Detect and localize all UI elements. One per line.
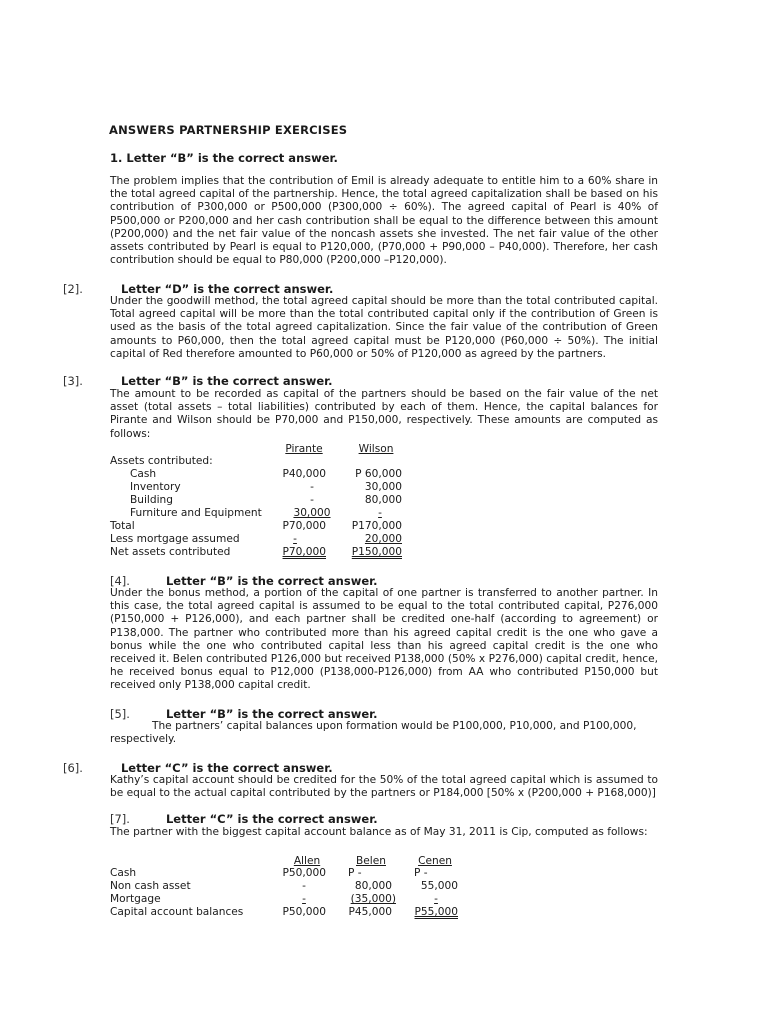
answer-2-label: Letter “D” is the correct answer. — [120, 282, 334, 296]
table-row-label: Building — [130, 494, 173, 506]
answer-5-heading — [110, 707, 378, 721]
answer-6-heading — [63, 761, 333, 775]
table-cell: P 60,000 — [355, 468, 402, 480]
table-cell: - — [310, 494, 314, 506]
answer-4-explanation: Under the bonus method, a portion of the capital of one partner is transferred to another partner. In this case, the total agreed capital is assumed to be equal to the total contributed capital, P276,000 (P150,000 + P126,000), and each partner shall be credited one-half (according to agreement) or P138,000. The partner who contributed more than his agreed capital credit is the one who gave a bonus while the one who contributed capital less than his agreed capital credit is the one who received it. Belen contributed P126,000 but received P138,000 (50% x P276,000) capital credit, hence, he received bonus equal to P12,000 (P138,000-P126,000) from AA who contributed P150,000 but received only P138,000 capital credit. — [110, 587, 658, 692]
table-cell: 30,000 — [293, 507, 331, 519]
table-cell: P50,000 — [282, 867, 326, 879]
answer-5-explanation-cont: respectively. — [110, 733, 177, 745]
table-cell: P50,000 — [282, 906, 326, 918]
table-row-label: Capital account balances — [110, 906, 244, 918]
table-col-pirante: Pirante — [285, 443, 323, 455]
answer-1-explanation: The problem implies that the contribution of Emil is already adequate to entitle him to a 60% share in the total agreed capital of the partnership. Hence, the total agreed capitalization shall be based on his contribution of P300,000 or P500,000 (P300,000 ÷ 60%). The agreed capital of Pearl is 40% of P500,000 or P200,000 and her cash contribution shall be equal to the difference between this amount (P200,000) and the net fair value of the noncash assets she invested. The net fair value of the other assets contributed by Pearl is equal to P120,000, (P70,000 + P90,000 – P40,000). Therefore, her cash contribution should be equal to P80,000 (P200,000 –P120,000). — [110, 175, 658, 267]
answer-4-number: [4]. — [110, 574, 130, 588]
answer-6-explanation: Kathy’s capital account should be credited for the 50% of the total agreed capital which is assumed to be equal to the actual capital contributed by the partners or P184,000 [50% x (P200,000 + P168,000)] — [110, 774, 658, 800]
table-cell: 20,000 — [364, 533, 402, 545]
table-row-label: Cash — [130, 468, 157, 480]
table-cell: - — [434, 893, 438, 905]
table-row-label: Cash — [110, 867, 137, 879]
document-title: ANSWERS PARTNERSHIP EXERCISES — [109, 123, 348, 137]
table-row-label: Mortgage — [110, 893, 161, 905]
table-row-label: Total — [110, 520, 135, 532]
answer-1-heading: 1. Letter “B” is the correct answer. — [110, 151, 338, 165]
table-cell: P70,000 — [282, 520, 326, 532]
table-cell: P40,000 — [282, 468, 326, 480]
answer-4-heading — [110, 574, 378, 588]
answer-2-number: [2]. — [63, 282, 83, 296]
table-cell: - — [302, 880, 306, 892]
table-col-allen: Allen — [293, 855, 321, 867]
table-col-wilson: Wilson — [358, 443, 394, 455]
table-cell: - — [293, 533, 297, 545]
answer-7-label: Letter “C” is the correct answer. — [165, 812, 378, 826]
answer-7-number: [7]. — [110, 812, 130, 826]
answer-5-label: Letter “B” is the correct answer. — [165, 707, 378, 721]
table-row-label: Net assets contributed — [110, 546, 231, 558]
answer-3-label: Letter “B” is the correct answer. — [120, 374, 333, 388]
table-col-cenen: Cenen — [418, 855, 452, 867]
table-cell: 80,000 — [354, 880, 392, 892]
table-row-label: Less mortgage assumed — [110, 533, 240, 545]
table-cell: P45,000 — [348, 906, 392, 918]
table-cell: P170,000 — [351, 520, 402, 532]
table-row-label: Non cash asset — [110, 880, 191, 892]
table-row-label: Inventory — [130, 481, 181, 493]
table-cell: P150,000 — [351, 546, 402, 558]
table-cell: P70,000 — [282, 546, 326, 558]
table-cell: - — [302, 893, 306, 905]
table-cell: - — [310, 481, 314, 493]
table-cell: - — [378, 507, 382, 519]
table-cell: 30,000 — [364, 481, 402, 493]
table-cell: P - — [414, 867, 428, 879]
answer-3-number: [3]. — [63, 374, 83, 388]
answer-5-number: [5]. — [110, 707, 130, 721]
table-row-label: Furniture and Equipment — [130, 507, 262, 519]
answer-7-heading — [110, 812, 378, 826]
answer-4-label: Letter “B” is the correct answer. — [165, 574, 378, 588]
answer-7-explanation: The partner with the biggest capital account balance as of May 31, 2011 is Cip, computed as follows: — [110, 826, 648, 838]
table-cell: (35,000) — [350, 893, 396, 905]
table-cell: 55,000 — [420, 880, 458, 892]
table-cell: P55,000 — [414, 906, 458, 918]
answer-3-explanation: The amount to be recorded as capital of the partners should be based on the fair value of the net asset (total assets – total liabilities) contributed by each of them. Hence, the capital balances for Pirante and Wilson should be P70,000 and P150,000, respectively. These amounts are computed as follows: — [110, 388, 658, 440]
table-cell: 80,000 — [364, 494, 402, 506]
answer-6-number: [6]. — [63, 761, 83, 775]
answer-3-heading — [63, 374, 333, 388]
table-col-belen: Belen — [356, 855, 386, 867]
answer-2-heading — [63, 282, 333, 296]
answer-5-explanation: The partners’ capital balances upon formation would be P100,000, P10,000, and P100,000, — [152, 720, 637, 732]
answer-2-explanation: Under the goodwill method, the total agreed capital should be more than the total contributed capital. Total agreed capital will be more than the total contributed capital only if the contribution of Green is used as the basis of the total agreed capitalization. Since the fair value of the contribution of Green amounts to P60,000, then the total agreed capital must be P120,000 (P60,000 ÷ 50%). The initial capital of Red therefore amounted to P60,000 or 50% of P120,000 as agreed by the partners. — [110, 295, 658, 360]
table-section-label: Assets contributed: — [110, 455, 213, 467]
answer-6-label: Letter “C” is the correct answer. — [120, 761, 333, 775]
table-cell: P - — [348, 867, 362, 879]
